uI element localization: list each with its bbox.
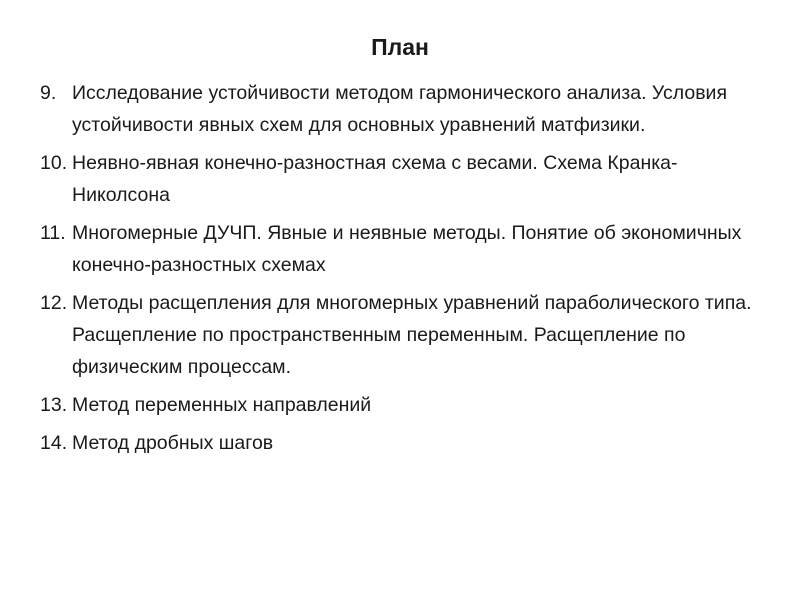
item-number: 11. (40, 222, 66, 244)
item-number: 12. (40, 292, 68, 314)
item-text: Неявно-явная конечно-разностная схема с весами. Схема Кранка-Николсона (72, 152, 678, 206)
list-item (40, 217, 760, 281)
item-number: 14. (40, 432, 68, 454)
list-item (40, 77, 760, 141)
item-number: 9. (40, 82, 57, 104)
plan-list (40, 77, 760, 465)
list-item (40, 287, 760, 383)
item-number: 10. (40, 152, 68, 174)
item-text: Методы расщепления для многомерных уравнений параболического типа. Расщепление по пространственным переменным. Расщепление по физическим процессам. (72, 292, 752, 378)
slide-title: План (371, 34, 429, 60)
item-text: Метод дробных шагов (72, 432, 274, 454)
item-text: Исследование устойчивости методом гармонического анализа. Условия устойчивости явных схем для основных уравнений матфизики. (72, 82, 728, 136)
item-text: Метод переменных направлений (72, 394, 372, 416)
list-item (40, 389, 760, 421)
item-number: 13. (40, 394, 68, 416)
item-text: Многомерные ДУЧП. Явные и неявные методы. Понятие об экономичных конечно-разностных схемах (72, 222, 742, 276)
list-item (40, 427, 760, 459)
list-item (40, 147, 760, 211)
